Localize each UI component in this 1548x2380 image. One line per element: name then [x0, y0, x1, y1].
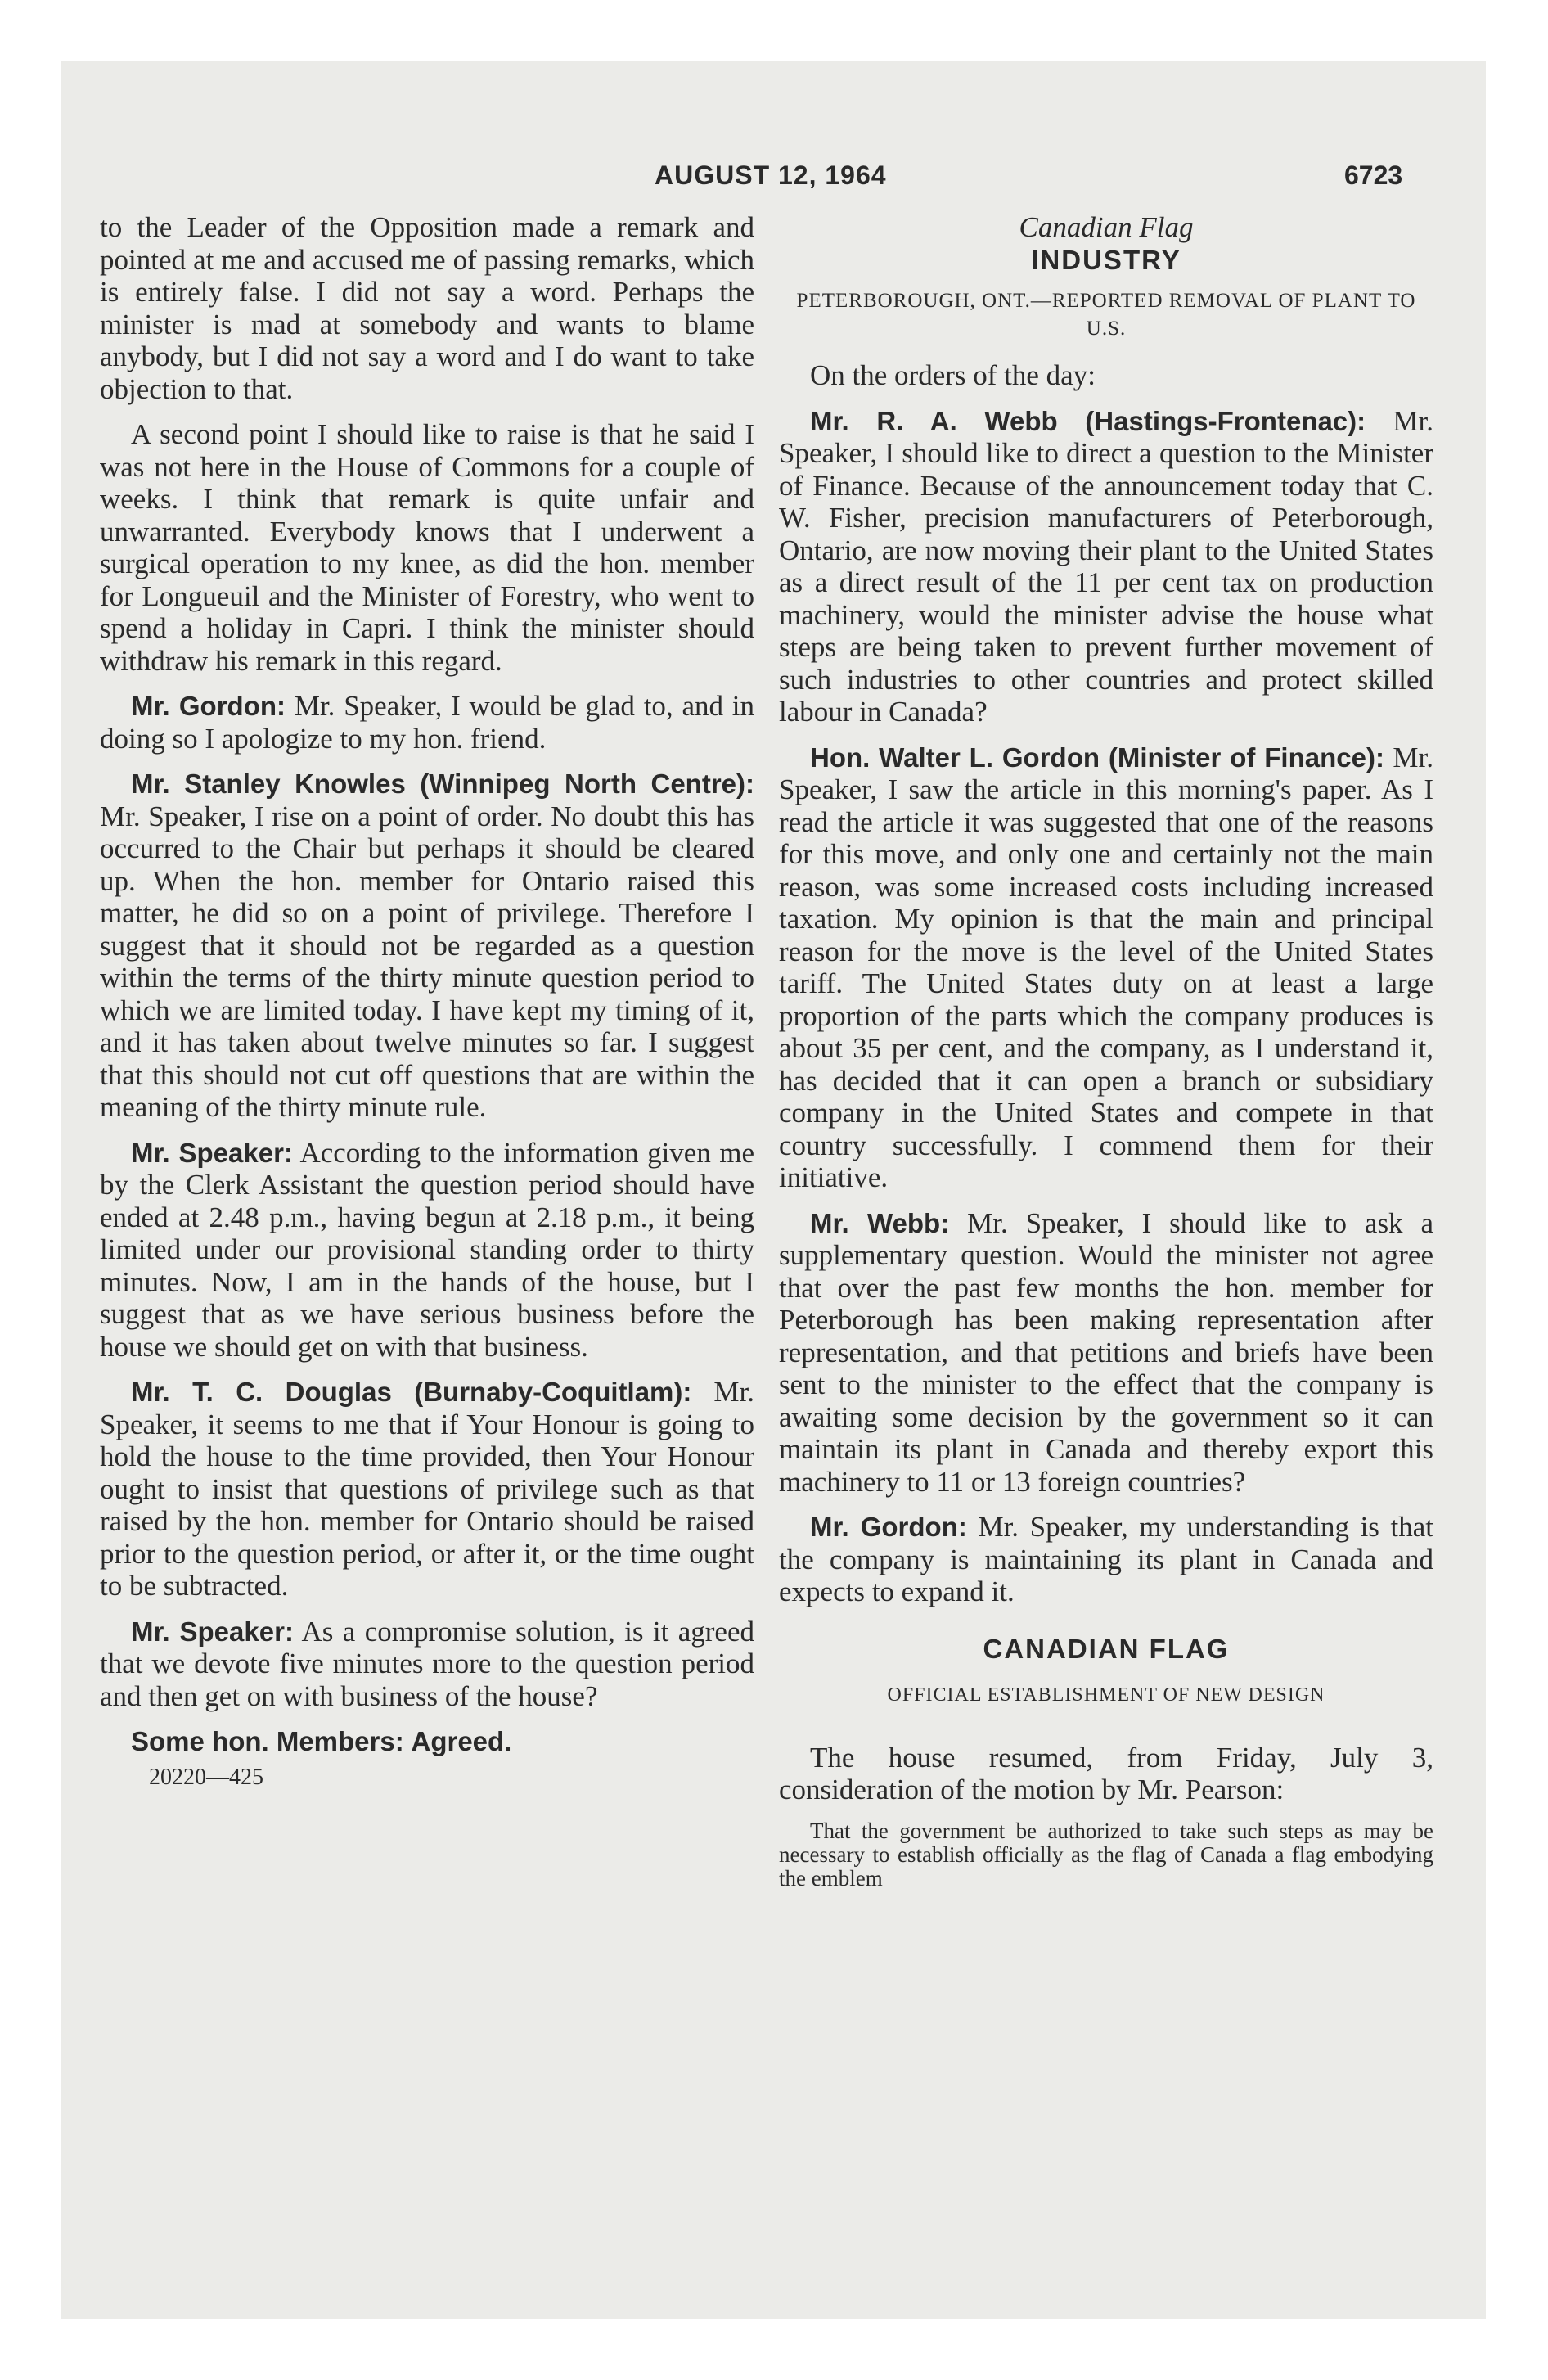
paragraph: Mr. Stanley Knowles (Winnipeg North Centre): Mr. Speaker, I rise on a point of order. No doubt this has occurred to the Chair but perhaps it should be cleared up. When the hon. member for Ontario raised this matter, he did so on a point of privilege. Therefore I suggest that it should not be regarded as a question within the terms of the thirty minute question period to which we are limited today. I have kept my timing of it, and it has taken about twelve minutes so far. I suggest that this should not cut off questions that are within the meaning of the thirty minute rule. [100, 769, 754, 1123]
page-header [0, 160, 1548, 196]
right-column [779, 211, 1433, 1891]
paragraph: Mr. R. A. Webb (Hastings-Frontenac): Mr. Speaker, I should like to direct a question to the Minister of Finance. Because of the announcement today that C. W. Fisher, precision manufacturers of Peterborough, Ontario, are now moving their plant to the United States as a direct result of the 11 per cent tax on production machinery, would the minister advise the house what steps are being taken to prevent further movement of such industries to other countries and protect skilled labour in Canada? [779, 404, 1433, 728]
paragraph: Mr. Speaker: As a compromise solution, is it agreed that we devote five minutes more to the question period and then get on with business of the house? [100, 1615, 755, 1712]
paragraph: A second point I should like to raise is that he said I was not here in the House of Commons for a couple of weeks. I think that remark is quite unfair and unwarranted. Everybody knows that I underwent a surgical operation to my knee, as did the hon. member for Longueuil and the Minister of Forestry, who went to spend a holiday in Capri. I think the minister should withdraw his remark in this regard. [100, 418, 754, 677]
paragraph: The house resumed, from Friday, July 3, consideration of the motion by Mr. Pearson: [779, 1741, 1433, 1805]
paragraph: Some hon. Members: Agreed. [131, 1726, 512, 1756]
left-column [100, 211, 754, 1793]
printer-code: 20220—425 [149, 1764, 263, 1790]
paragraph: Mr. T. C. Douglas (Burnaby-Coquitlam): Mr. Speaker, it seems to me that if Your Honour is going to hold the house to the time provided, then Your Honour ought to insist that questions of privilege such as that raised by the hon. member for Ontario should be raised prior to the question period, or after it, or the time ought to be subtracted. [100, 1376, 754, 1602]
running-head: Canadian Flag [1019, 211, 1194, 243]
paragraph: Mr. Speaker: According to the information given me by the Clerk Assistant the question period should have ended at 2.48 p.m., having begun at 2.18 p.m., it being limited under our provisional standing order to thirty minutes. Now, I am in the hands of the house, but I suggest that as we have serious business before the house we should get on with that business. [100, 1136, 755, 1363]
paragraph: Mr. Gordon: Mr. Speaker, my understanding is that the company is maintaining its plant in Canada and expects to expand it. [779, 1511, 1434, 1607]
section-heading: CANADIAN FLAG [983, 1633, 1230, 1664]
subsection-heading: PETERBOROUGH, ONT.—REPORTED REMOVAL OF PLANT TO U.S. [796, 290, 1416, 340]
page-date: AUGUST 12, 1964 [655, 160, 887, 190]
page-number: 6723 [1344, 160, 1403, 190]
subsection-heading: OFFICIAL ESTABLISHMENT OF NEW DESIGN [887, 1684, 1325, 1706]
paragraph: to the Leader of the Opposition made a remark and pointed at me and accused me of passing remarks, which is entirely false. I did not say a word. Perhaps the minister is mad at somebody and wants to blame anybody, but I did not say a word and I do want to take objection to that. [100, 211, 754, 405]
section-heading: INDUSTRY [1031, 244, 1181, 275]
paragraph: Hon. Walter L. Gordon (Minister of Finance): Mr. Speaker, I saw the article in this morning's paper. As I read the article it was suggested that one of the reasons for this move, and only one and certainly not the main reason, was some increased costs including increased taxation. My opinion is that the main and principal reason for the move is the level of the United States tariff. The United States duty on at least a large proportion of the parts which the company produces is about 35 per cent, and the company, as I understand it, has decided that it can open a branch or subsidiary company in the United States and compete in that country successfully. I commend them for their initiative. [779, 741, 1434, 1193]
orders-of-the-day: On the orders of the day: [810, 359, 1096, 391]
motion-text: That the government be authorized to take such steps as may be necessary to establish officially as the flag of Canada a flag embodying the emblem [779, 1818, 1433, 1891]
paragraph: Mr. Webb: Mr. Speaker, I should like to ask a supplementary question. Would the minister not agree that over the past few months the hon. member for Peterborough has been making representation after representation, and that petitions and briefs have been sent to the minister to the effect that the company is awaiting some decision by the government so it can maintain its plant in Canada and thereby export this machinery to 11 or 13 foreign countries? [779, 1206, 1433, 1498]
paragraph: Mr. Gordon: Mr. Speaker, I would be glad to, and in doing so I apologize to my hon. friend. [100, 690, 755, 755]
